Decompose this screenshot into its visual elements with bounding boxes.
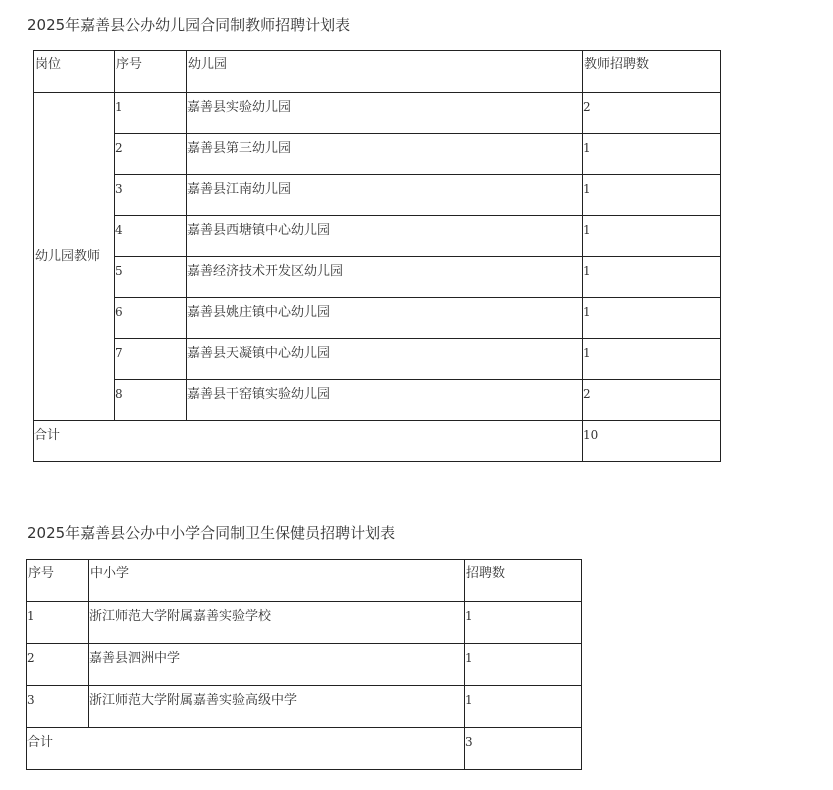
kindergarten-name: 嘉善县干窑镇实验幼儿园 xyxy=(187,380,583,421)
school-recruitment-table xyxy=(26,559,582,770)
total-row xyxy=(27,728,582,770)
school-name: 嘉善县泗洲中学 xyxy=(89,644,465,686)
table-row xyxy=(27,686,582,728)
table-row xyxy=(34,93,721,134)
table-row xyxy=(34,257,721,298)
staff-count: 1 xyxy=(465,602,582,644)
kindergarten-name: 嘉善经济技术开发区幼儿园 xyxy=(187,257,583,298)
position-cell: 幼儿园教师 xyxy=(34,93,115,421)
header-number: 序号 xyxy=(115,51,187,93)
kindergarten-name: 嘉善县江南幼儿园 xyxy=(187,175,583,216)
teacher-count: 2 xyxy=(583,93,721,134)
kindergarten-name: 嘉善县西塘镇中心幼儿园 xyxy=(187,216,583,257)
table-row xyxy=(34,134,721,175)
row-number: 1 xyxy=(27,602,89,644)
table-row xyxy=(27,602,582,644)
row-number: 3 xyxy=(27,686,89,728)
teacher-count: 1 xyxy=(583,339,721,380)
kindergarten-name: 嘉善县天凝镇中心幼儿园 xyxy=(187,339,583,380)
kindergarten-recruitment-table xyxy=(33,50,721,462)
teacher-count: 1 xyxy=(583,216,721,257)
table-row xyxy=(34,339,721,380)
total-label: 合计 xyxy=(27,728,465,770)
header-count: 招聘数 xyxy=(465,560,582,602)
row-number: 6 xyxy=(115,298,187,339)
header-kindergarten: 幼儿园 xyxy=(187,51,583,93)
kindergarten-name: 嘉善县第三幼儿园 xyxy=(187,134,583,175)
header-number: 序号 xyxy=(27,560,89,602)
teacher-count: 1 xyxy=(583,134,721,175)
teacher-count: 1 xyxy=(583,298,721,339)
table-header-row xyxy=(34,51,721,93)
table-row xyxy=(34,175,721,216)
header-school: 中小学 xyxy=(89,560,465,602)
school-name: 浙江师范大学附属嘉善实验学校 xyxy=(89,602,465,644)
total-row xyxy=(34,421,721,462)
row-number: 8 xyxy=(115,380,187,421)
row-number: 5 xyxy=(115,257,187,298)
staff-count: 1 xyxy=(465,686,582,728)
row-number: 7 xyxy=(115,339,187,380)
kindergarten-name: 嘉善县实验幼儿园 xyxy=(187,93,583,134)
staff-count: 1 xyxy=(465,644,582,686)
total-value: 10 xyxy=(583,421,721,462)
teacher-count: 1 xyxy=(583,257,721,298)
header-teacher-count: 教师招聘数 xyxy=(583,51,721,93)
teacher-count: 1 xyxy=(583,175,721,216)
header-position: 岗位 xyxy=(34,51,115,93)
row-number: 3 xyxy=(115,175,187,216)
table-row xyxy=(34,216,721,257)
row-number: 2 xyxy=(27,644,89,686)
table-row xyxy=(34,298,721,339)
teacher-count: 2 xyxy=(583,380,721,421)
kindergarten-table-title: 2025年嘉善县公办幼儿园合同制教师招聘计划表 xyxy=(27,16,351,34)
table-row xyxy=(27,644,582,686)
table-row xyxy=(34,380,721,421)
row-number: 1 xyxy=(115,93,187,134)
total-value: 3 xyxy=(465,728,582,770)
school-table-title: 2025年嘉善县公办中小学合同制卫生保健员招聘计划表 xyxy=(27,524,396,542)
total-label: 合计 xyxy=(34,421,583,462)
row-number: 4 xyxy=(115,216,187,257)
school-name: 浙江师范大学附属嘉善实验高级中学 xyxy=(89,686,465,728)
row-number: 2 xyxy=(115,134,187,175)
table-header-row xyxy=(27,560,582,602)
kindergarten-name: 嘉善县姚庄镇中心幼儿园 xyxy=(187,298,583,339)
